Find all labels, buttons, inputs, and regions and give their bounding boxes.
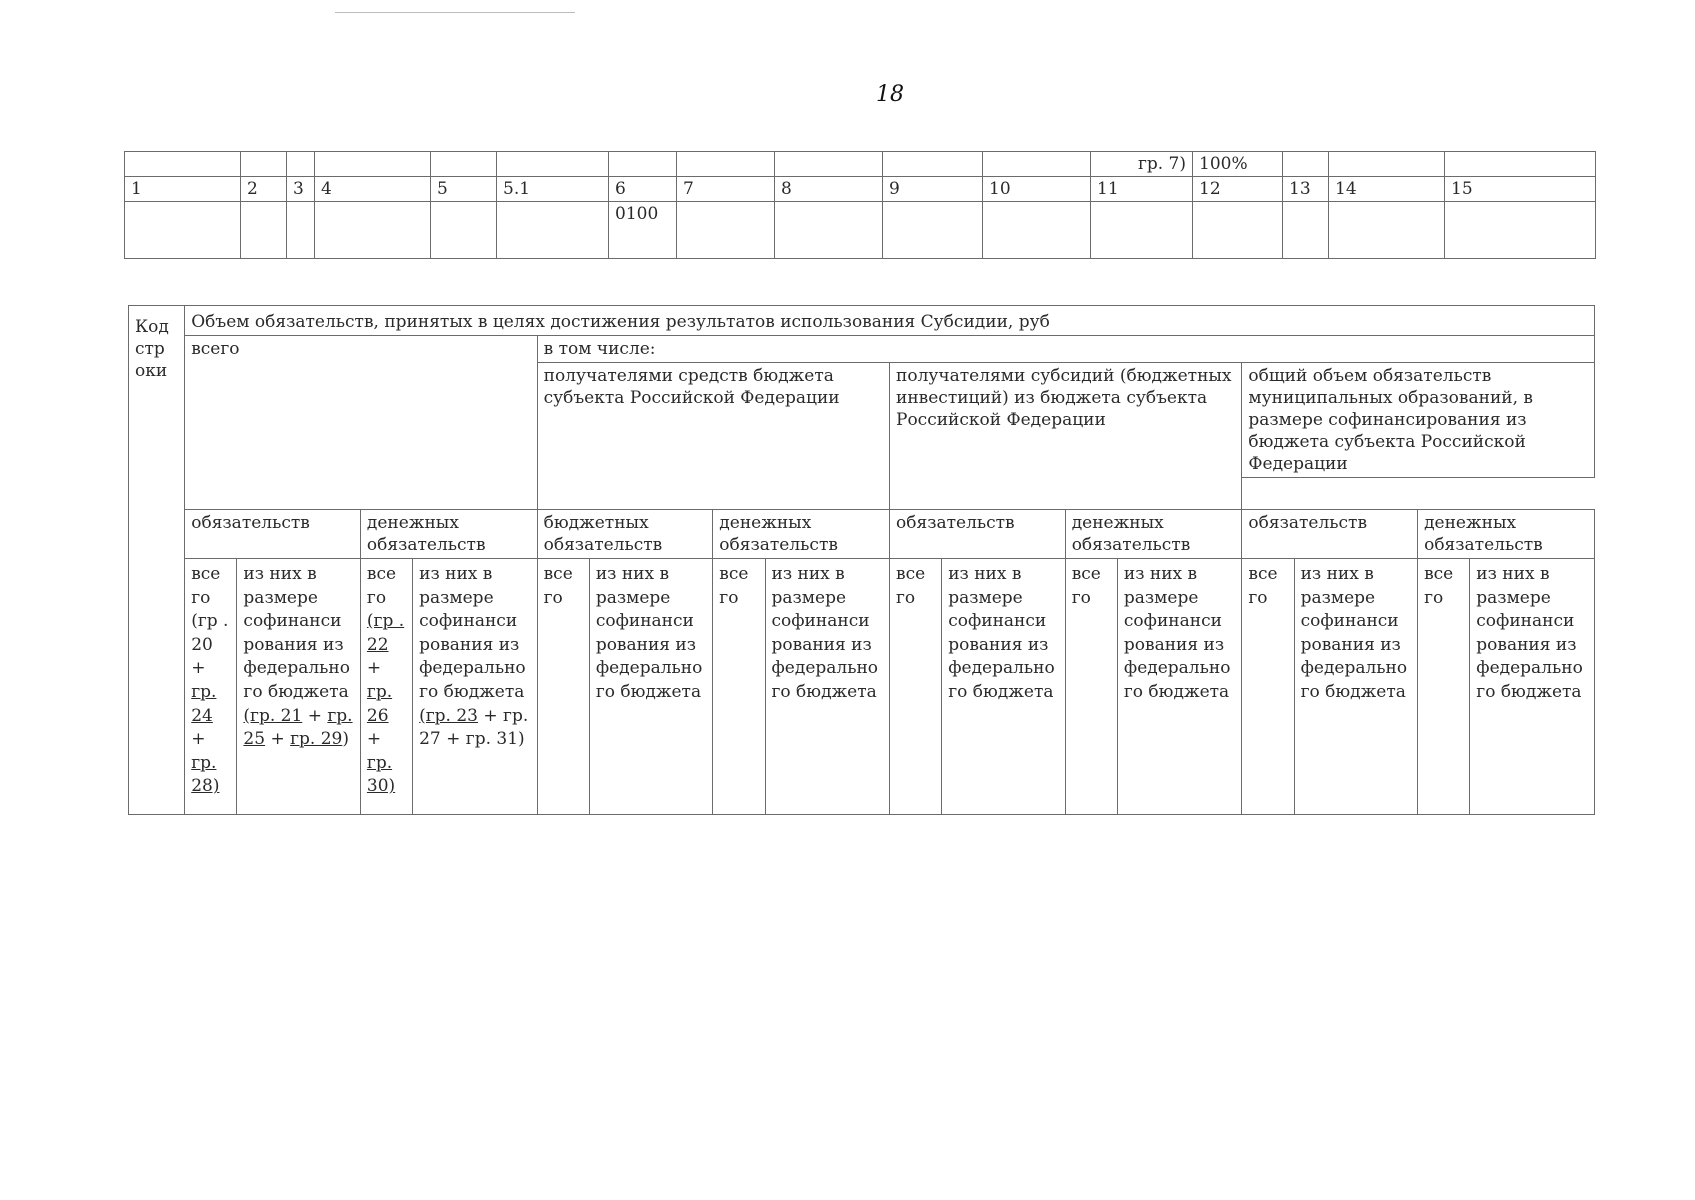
municipal-header: общий объем обязательств муниципальных образований, в размере софинансирования из бюджета субъекта Российской Федерации bbox=[1242, 363, 1595, 478]
column-number: 8 bbox=[775, 177, 883, 202]
municipal-monetary-header: денежных обязательств bbox=[1418, 510, 1595, 559]
column-number: 5.1 bbox=[497, 177, 609, 202]
total-header: всего bbox=[185, 336, 537, 510]
cell-federal-part: из них в размере софинанси рования из федерально го бюджета bbox=[589, 559, 712, 815]
row-code-header: Код стр оки bbox=[129, 306, 185, 815]
budget-monetary-header: денежных обязательств bbox=[713, 510, 890, 559]
column-number: 3 bbox=[287, 177, 315, 202]
cell-total: все го bbox=[537, 559, 589, 815]
cell-continuation-11: гр. 7) bbox=[1091, 152, 1193, 177]
volume-header: Объем обязательств, принятых в целях достижения результатов использования Субсидии, руб bbox=[185, 306, 1595, 336]
cell-federal-part: из них в размере софинанси рования из федерально го бюджета bbox=[1470, 559, 1595, 815]
total-obligations-header: обязательств bbox=[185, 510, 361, 559]
including-header: в том числе: bbox=[537, 336, 1594, 363]
column-number: 6 bbox=[609, 177, 677, 202]
cell-total: все го bbox=[1065, 559, 1117, 815]
column-number: 4 bbox=[315, 177, 431, 202]
cell-continuation-12: 100% bbox=[1193, 152, 1283, 177]
column-number: 13 bbox=[1283, 177, 1329, 202]
column-number: 5 bbox=[431, 177, 497, 202]
column-number: 10 bbox=[983, 177, 1091, 202]
column-number: 7 bbox=[677, 177, 775, 202]
continuation-row bbox=[125, 152, 1596, 177]
column-number: 11 bbox=[1091, 177, 1193, 202]
budget-recipients-header: получателями средств бюджета субъекта Российской Федерации bbox=[537, 363, 889, 510]
cell-federal-part: из них в размере софинанси рования из федерально го бюджета bbox=[765, 559, 890, 815]
cell-total: все го bbox=[1242, 559, 1294, 815]
data-row bbox=[125, 202, 1596, 259]
scan-artifact-line bbox=[335, 12, 575, 13]
cell-federal-part: из них в размере софинанси рования из федерально го бюджета bbox=[1294, 559, 1417, 815]
budget-obligations-header: бюджетных обязательств bbox=[537, 510, 713, 559]
column-number: 15 bbox=[1445, 177, 1596, 202]
cell-federal-part: из них в размере софинанси рования из федерально го бюджета bbox=[942, 559, 1065, 815]
subsidy-monetary-header: денежных обязательств bbox=[1065, 510, 1242, 559]
municipal-obligations-header: обязательств bbox=[1242, 510, 1418, 559]
formula-total-obligations: все го (гр . 20 + гр. 24 + гр. 28) bbox=[185, 559, 237, 815]
total-monetary-header: денежных обязательств bbox=[360, 510, 537, 559]
top-table-fragment bbox=[124, 151, 1596, 259]
cell-total: все го bbox=[890, 559, 942, 815]
formula-federal-monetary: из них в размере софинанси рования из федерально го бюджета (гр. 23 + гр. 27 + гр. 31) bbox=[413, 559, 538, 815]
formula-federal-obligations: из них в размере софинанси рования из федерально го бюджета (гр. 21 + гр. 25 + гр. 29) bbox=[237, 559, 360, 815]
column-number: 9 bbox=[883, 177, 983, 202]
cell-total: все го bbox=[713, 559, 765, 815]
column-number: 12 bbox=[1193, 177, 1283, 202]
column-number: 14 bbox=[1329, 177, 1445, 202]
subsidy-obligations-header: обязательств bbox=[890, 510, 1066, 559]
column-numbers-row bbox=[125, 177, 1596, 202]
column-number: 1 bbox=[125, 177, 241, 202]
cell-code-0100: 0100 bbox=[609, 202, 677, 259]
obligations-table bbox=[128, 305, 1595, 815]
cell-total: все го bbox=[1418, 559, 1470, 815]
formula-total-monetary: все го (гр . 22 + гр. 26 + гр. 30) bbox=[360, 559, 412, 815]
page-number: 18 bbox=[876, 82, 904, 107]
cell-federal-part: из них в размере софинанси рования из федерально го бюджета bbox=[1117, 559, 1242, 815]
subsidy-recipients-header: получателями субсидий (бюджетных инвестиций) из бюджета субъекта Российской Федерации bbox=[890, 363, 1242, 510]
column-number: 2 bbox=[241, 177, 287, 202]
